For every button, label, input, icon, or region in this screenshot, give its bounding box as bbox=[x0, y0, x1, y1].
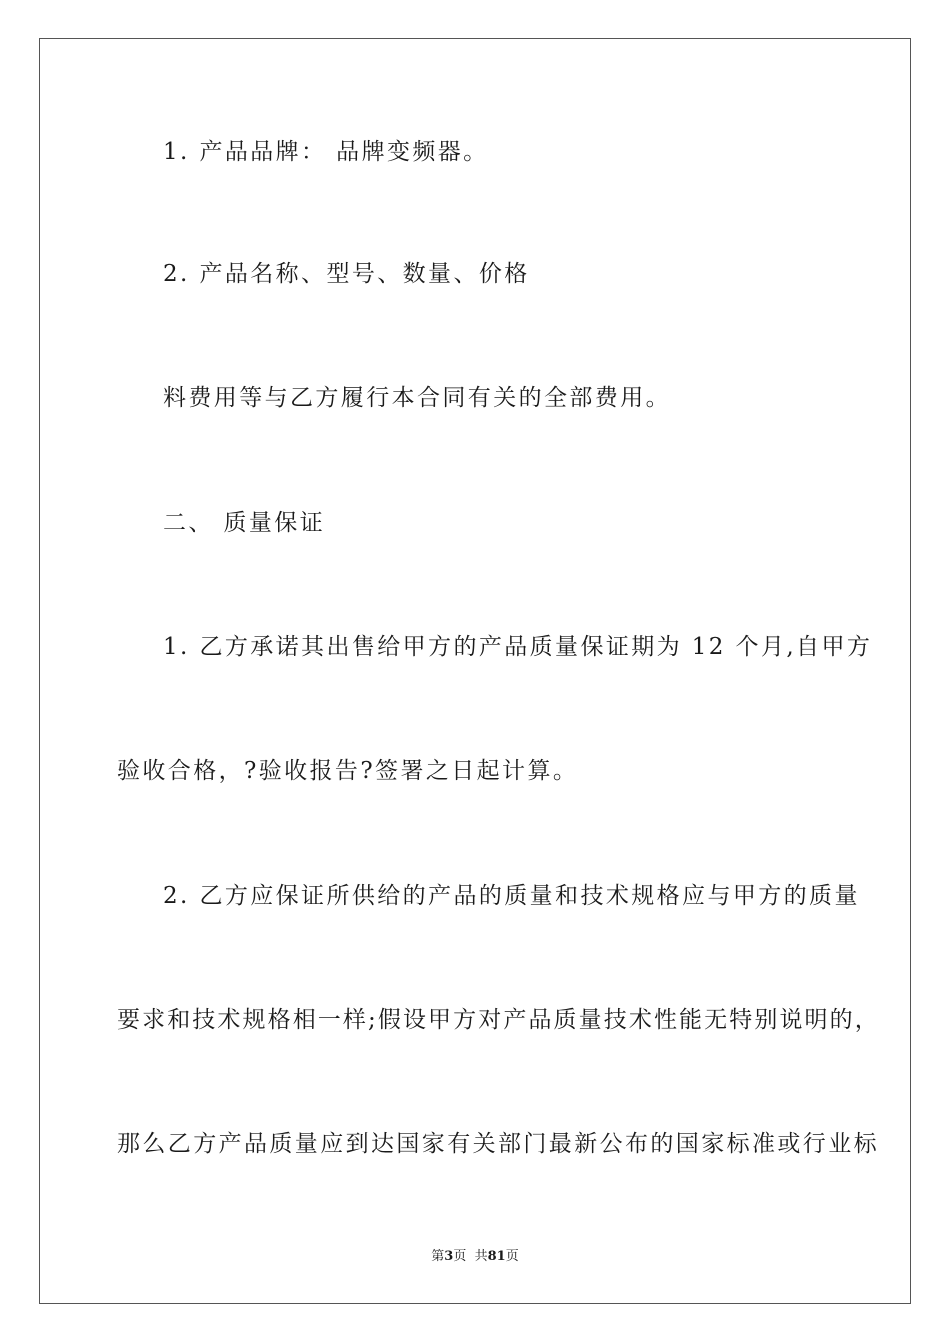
page-footer bbox=[0, 1248, 950, 1266]
footer-prefix: 第 bbox=[431, 1249, 445, 1264]
text-line: 料费用等与乙方履行本合同有关的全部费用。 bbox=[163, 385, 671, 411]
text-line: 1. 产品品牌： 品牌变频器。 bbox=[163, 139, 489, 165]
footer-suffix: 页 bbox=[505, 1249, 519, 1264]
text-line: 要求和技术规格相一样;假设甲方对产品质量技术性能无特别说明的， bbox=[117, 1007, 880, 1033]
text-line: 1. 乙方承诺其出售给甲方的产品质量保证期为 12 个月,自甲方 bbox=[163, 634, 873, 660]
text-line: 那么乙方产品质量应到达国家有关部门最新公布的国家标准或行业标 bbox=[117, 1131, 879, 1157]
section-heading: 二、 质量保证 bbox=[163, 510, 326, 536]
footer-mid: 页 共 bbox=[453, 1249, 488, 1264]
text-line: 2. 产品名称、型号、数量、价格 bbox=[163, 261, 530, 287]
page-frame bbox=[39, 38, 911, 1304]
text-line: 2. 乙方应保证所供给的产品的质量和技术规格应与甲方的质量 bbox=[163, 883, 860, 909]
total-page-number: 81 bbox=[487, 1249, 506, 1264]
text-line: 验收合格，?验收报告?签署之日起计算。 bbox=[117, 758, 579, 784]
current-page-number: 3 bbox=[444, 1249, 454, 1264]
